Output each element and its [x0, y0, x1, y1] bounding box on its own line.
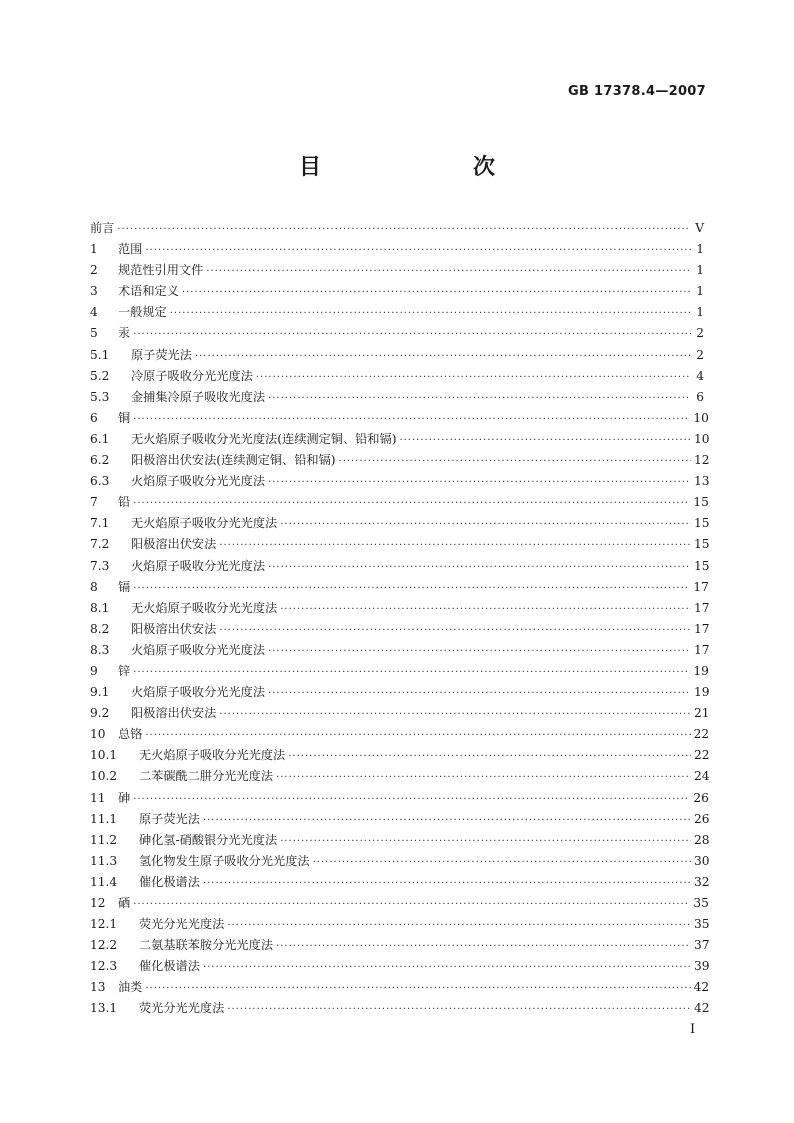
toc-entry-number: 12 [90, 896, 106, 910]
toc-dot-leader [280, 519, 691, 530]
toc-entry[interactable] [90, 683, 710, 704]
toc-dot-leader [219, 709, 691, 720]
toc-entry-page: 19 [693, 663, 709, 678]
toc-entry-page: 12 [694, 453, 710, 468]
toc-entry-page: 1 [696, 263, 704, 278]
toc-dot-leader [276, 941, 691, 952]
toc-dot-leader [195, 351, 691, 362]
toc-dot-leader [288, 751, 691, 762]
toc-dot-leader [268, 393, 691, 404]
toc-entry-number: 9.2 [90, 706, 110, 721]
toc-entry-title: 原子荧光法 [131, 347, 192, 362]
toc-entry[interactable] [90, 810, 710, 831]
toc-entry-number: 9.1 [90, 685, 110, 700]
toc-entry[interactable] [90, 662, 709, 683]
toc-entry-title: 一般规定 [118, 305, 167, 320]
toc-entry-page: 22 [694, 748, 710, 763]
toc-entry-title: 催化极谱法 [139, 874, 200, 889]
toc-entry-title: 火焰原子吸收分光光度法 [131, 474, 266, 489]
toc-entry[interactable] [90, 873, 710, 894]
toc-entry-number: 2 [90, 263, 98, 278]
toc-dot-leader [227, 1004, 691, 1015]
toc-entry-page: 1 [696, 305, 704, 320]
toc-entry-number: 11.3 [90, 853, 118, 868]
toc-dot-leader [117, 224, 691, 235]
toc-entry-number: 5.3 [90, 389, 110, 404]
toc-dot-leader [219, 540, 691, 551]
toc-entry[interactable] [90, 535, 710, 556]
toc-entry-page: 10 [694, 431, 710, 446]
toc-entry-page: V [695, 221, 704, 235]
toc-entry-title: 荧光分光光度法 [139, 917, 225, 932]
toc-entry[interactable] [90, 282, 704, 303]
toc-entry-title: 冷原子吸收分光光度法 [131, 368, 253, 383]
toc-entry-page: 2 [696, 347, 704, 362]
toc-entry-number: 13.1 [90, 1001, 118, 1016]
toc-dot-leader [145, 983, 690, 994]
toc-entry-number: 8 [90, 579, 98, 594]
toc-entry-page: 2 [696, 326, 704, 341]
toc-entry-number: 11.1 [90, 811, 118, 826]
toc-entry-page: 19 [694, 685, 710, 700]
toc-dot-leader [219, 625, 691, 636]
toc-entry[interactable] [90, 240, 704, 261]
toc-entry[interactable] [90, 472, 710, 493]
toc-dot-leader [203, 878, 691, 889]
toc-entry-page: 17 [694, 600, 710, 615]
toc-entry-page: 30 [694, 853, 710, 868]
toc-entry-number: 5.2 [90, 368, 110, 383]
toc-entry-page: 10 [693, 410, 709, 425]
toc-entry-number: 6.2 [90, 453, 110, 468]
toc-entry[interactable] [90, 915, 710, 936]
toc-dot-leader [145, 730, 690, 741]
toc-entry-number: 9 [90, 663, 98, 678]
toc-dot-leader [268, 477, 691, 488]
toc-entry[interactable] [90, 514, 710, 535]
toc-entry-page: 1 [696, 284, 704, 299]
toc-entry-page: 1 [696, 242, 704, 257]
toc-dot-leader [182, 287, 691, 298]
toc-entry-page: 13 [694, 474, 710, 489]
toc-dot-leader [313, 857, 691, 868]
toc-entry-title: 阳极溶出伏安法 [131, 537, 217, 552]
toc-entry[interactable] [90, 578, 709, 599]
toc-entry[interactable] [90, 557, 710, 578]
toc-entry[interactable] [90, 261, 704, 282]
toc-dot-leader [133, 329, 691, 340]
toc-entry[interactable] [90, 324, 704, 345]
toc-entry-number: 6.1 [90, 431, 110, 446]
toc-dot-leader [256, 372, 691, 383]
toc-dot-leader [268, 562, 691, 573]
toc-entry-title: 范围 [118, 242, 143, 257]
page-number: I [690, 1022, 696, 1037]
toc-entry-title: 前言 [90, 221, 115, 235]
toc-entry[interactable] [90, 704, 710, 725]
toc-entry[interactable] [90, 620, 710, 641]
toc-entry-title: 砷 [118, 790, 131, 805]
toc-entry-number: 7.3 [90, 558, 110, 573]
toc-entry-page: 21 [694, 706, 710, 721]
toc-entry-number: 7.1 [90, 516, 110, 531]
toc-dot-leader [268, 688, 691, 699]
toc-entry[interactable] [90, 789, 709, 810]
toc-dot-leader [280, 604, 691, 615]
toc-entry-number: 10.2 [90, 769, 118, 784]
toc-entry-page: 26 [694, 811, 710, 826]
toc-dot-leader [339, 456, 691, 467]
toc-entry-title: 汞 [118, 326, 131, 341]
toc-entry-title: 油类 [118, 980, 143, 995]
toc-entry-page: 4 [696, 368, 704, 383]
toc-entry[interactable] [90, 894, 709, 915]
toc-entry-number: 11.4 [90, 874, 118, 889]
toc-entry[interactable] [90, 430, 710, 451]
toc-entry-title: 火焰原子吸收分光光度法 [131, 642, 266, 657]
toc-entry-page: 15 [694, 558, 710, 573]
toc-entry-page: 37 [694, 938, 710, 953]
toc-entry-number: 11 [90, 790, 106, 805]
toc-entry-page: 32 [694, 874, 710, 889]
toc-entry[interactable] [90, 936, 710, 957]
toc-entry-title: 阳极溶出伏安法 [131, 621, 217, 636]
toc-entry-page: 15 [694, 516, 710, 531]
toc-dot-leader [203, 815, 691, 826]
toc-entry-page: 22 [693, 727, 710, 742]
toc-entry-title: 铜 [118, 410, 131, 425]
toc-entry-page: 35 [694, 917, 710, 932]
toc-entry-title: 总铬 [118, 727, 143, 742]
toc-entry[interactable] [90, 219, 704, 240]
toc-entry-number: 5 [90, 326, 98, 341]
toc-entry[interactable] [90, 767, 710, 788]
toc-entry[interactable] [90, 978, 710, 999]
toc-entry-page: 35 [693, 896, 709, 910]
toc-entry-number: 12.2 [90, 938, 118, 953]
toc-entry-title: 无火焰原子吸收分光光度法 [131, 516, 278, 531]
table-of-contents [90, 219, 710, 1021]
toc-entry-title: 铅 [118, 495, 131, 510]
toc-entry[interactable] [90, 346, 704, 367]
toc-entry-number: 5.1 [90, 347, 110, 362]
toc-entry-title: 二苯碳酰二肼分光光度法 [139, 769, 274, 784]
toc-dot-leader [133, 794, 690, 805]
toc-dot-leader [280, 836, 691, 847]
toc-entry-title: 硒 [118, 896, 131, 910]
toc-dot-leader [206, 266, 691, 277]
toc-entry-title: 金捕集冷原子吸收光度法 [131, 389, 266, 404]
toc-entry-title: 阳极溶出伏安法(连续测定铜、铅和镉) [131, 453, 336, 468]
toc-entry[interactable] [90, 303, 704, 324]
toc-entry-title: 锌 [118, 663, 131, 678]
toc-entry-number: 8.1 [90, 600, 110, 615]
toc-entry-page: 6 [696, 389, 704, 404]
toc-entry-title: 原子荧光法 [139, 811, 200, 826]
toc-entry-page: 42 [693, 980, 710, 995]
toc-dot-leader [133, 498, 690, 509]
toc-entry-number: 12.3 [90, 959, 118, 974]
toc-entry-page: 39 [694, 959, 710, 974]
toc-dot-leader [227, 920, 691, 931]
toc-entry-title: 术语和定义 [118, 284, 179, 299]
toc-entry-page: 17 [694, 642, 710, 657]
toc-dot-leader [276, 772, 691, 783]
toc-entry[interactable] [90, 852, 710, 873]
toc-entry-number: 10.1 [90, 748, 118, 763]
toc-entry-number: 6 [90, 410, 98, 425]
toc-entry-page: 42 [694, 1001, 710, 1016]
toc-entry-page: 24 [694, 769, 710, 784]
toc-entry-page: 17 [693, 579, 709, 594]
toc-entry[interactable] [90, 451, 710, 472]
toc-entry-number: 10 [90, 727, 106, 742]
toc-entry-title: 镉 [118, 579, 131, 594]
toc-dot-leader [399, 435, 691, 446]
toc-entry-number: 3 [90, 284, 98, 299]
toc-entry[interactable] [90, 367, 704, 388]
toc-entry-title: 无火焰原子吸收分光光度法 [139, 748, 286, 763]
toc-dot-leader [145, 245, 691, 256]
toc-entry[interactable] [90, 388, 704, 409]
toc-entry[interactable] [90, 831, 710, 852]
toc-entry-number: 12.1 [90, 917, 118, 932]
toc-entry-number: 8.2 [90, 621, 110, 636]
toc-entry-title: 无火焰原子吸收分光光度法 [131, 600, 278, 615]
toc-entry-page: 28 [694, 832, 710, 847]
toc-entry-title: 催化极谱法 [139, 959, 200, 974]
toc-entry-number: 7.2 [90, 537, 110, 552]
toc-entry[interactable] [90, 493, 709, 514]
toc-entry[interactable] [90, 746, 710, 767]
toc-dot-leader [203, 962, 691, 973]
toc-entry-number: 13 [90, 980, 106, 995]
toc-entry[interactable] [90, 599, 710, 620]
toc-entry-page: 26 [693, 790, 709, 805]
toc-dot-leader [268, 646, 691, 657]
toc-entry-title: 荧光分光光度法 [139, 1001, 225, 1016]
toc-dot-leader [133, 583, 690, 594]
toc-entry-title: 规范性引用文件 [118, 263, 204, 278]
toc-entry-number: 4 [90, 305, 98, 320]
toc-entry-number: 8.3 [90, 642, 110, 657]
toc-entry-title: 氢化物发生原子吸收分光光度法 [139, 853, 310, 868]
toc-entry[interactable] [90, 641, 710, 662]
toc-entry-title: 火焰原子吸收分光光度法 [131, 685, 266, 700]
toc-entry-number: 6.3 [90, 474, 110, 489]
page-title: 目 次 [298, 155, 531, 180]
toc-dot-leader [133, 414, 690, 425]
toc-entry-title: 砷化氢-硝酸银分光光度法 [139, 832, 278, 847]
toc-entry[interactable] [90, 725, 710, 746]
toc-dot-leader [133, 899, 690, 910]
standard-number: GB 17378.4—2007 [568, 84, 706, 99]
toc-entry-number: 11.2 [90, 832, 118, 847]
toc-entry-page: 15 [693, 495, 709, 510]
toc-entry-number: 7 [90, 495, 98, 510]
toc-entry-page: 15 [694, 537, 710, 552]
toc-entry[interactable] [90, 999, 710, 1020]
toc-entry-title: 二氨基联苯胺分光光度法 [139, 938, 274, 953]
toc-entry-page: 17 [694, 621, 710, 636]
toc-entry-title: 火焰原子吸收分光光度法 [131, 558, 266, 573]
toc-entry-number: 1 [90, 242, 98, 257]
toc-entry-title: 阳极溶出伏安法 [131, 706, 217, 721]
toc-entry-title: 无火焰原子吸收分光光度法(连续测定铜、铅和镉) [131, 431, 397, 446]
toc-dot-leader [133, 667, 690, 678]
toc-entry[interactable] [90, 957, 710, 978]
toc-dot-leader [170, 308, 691, 319]
toc-entry[interactable] [90, 409, 709, 430]
